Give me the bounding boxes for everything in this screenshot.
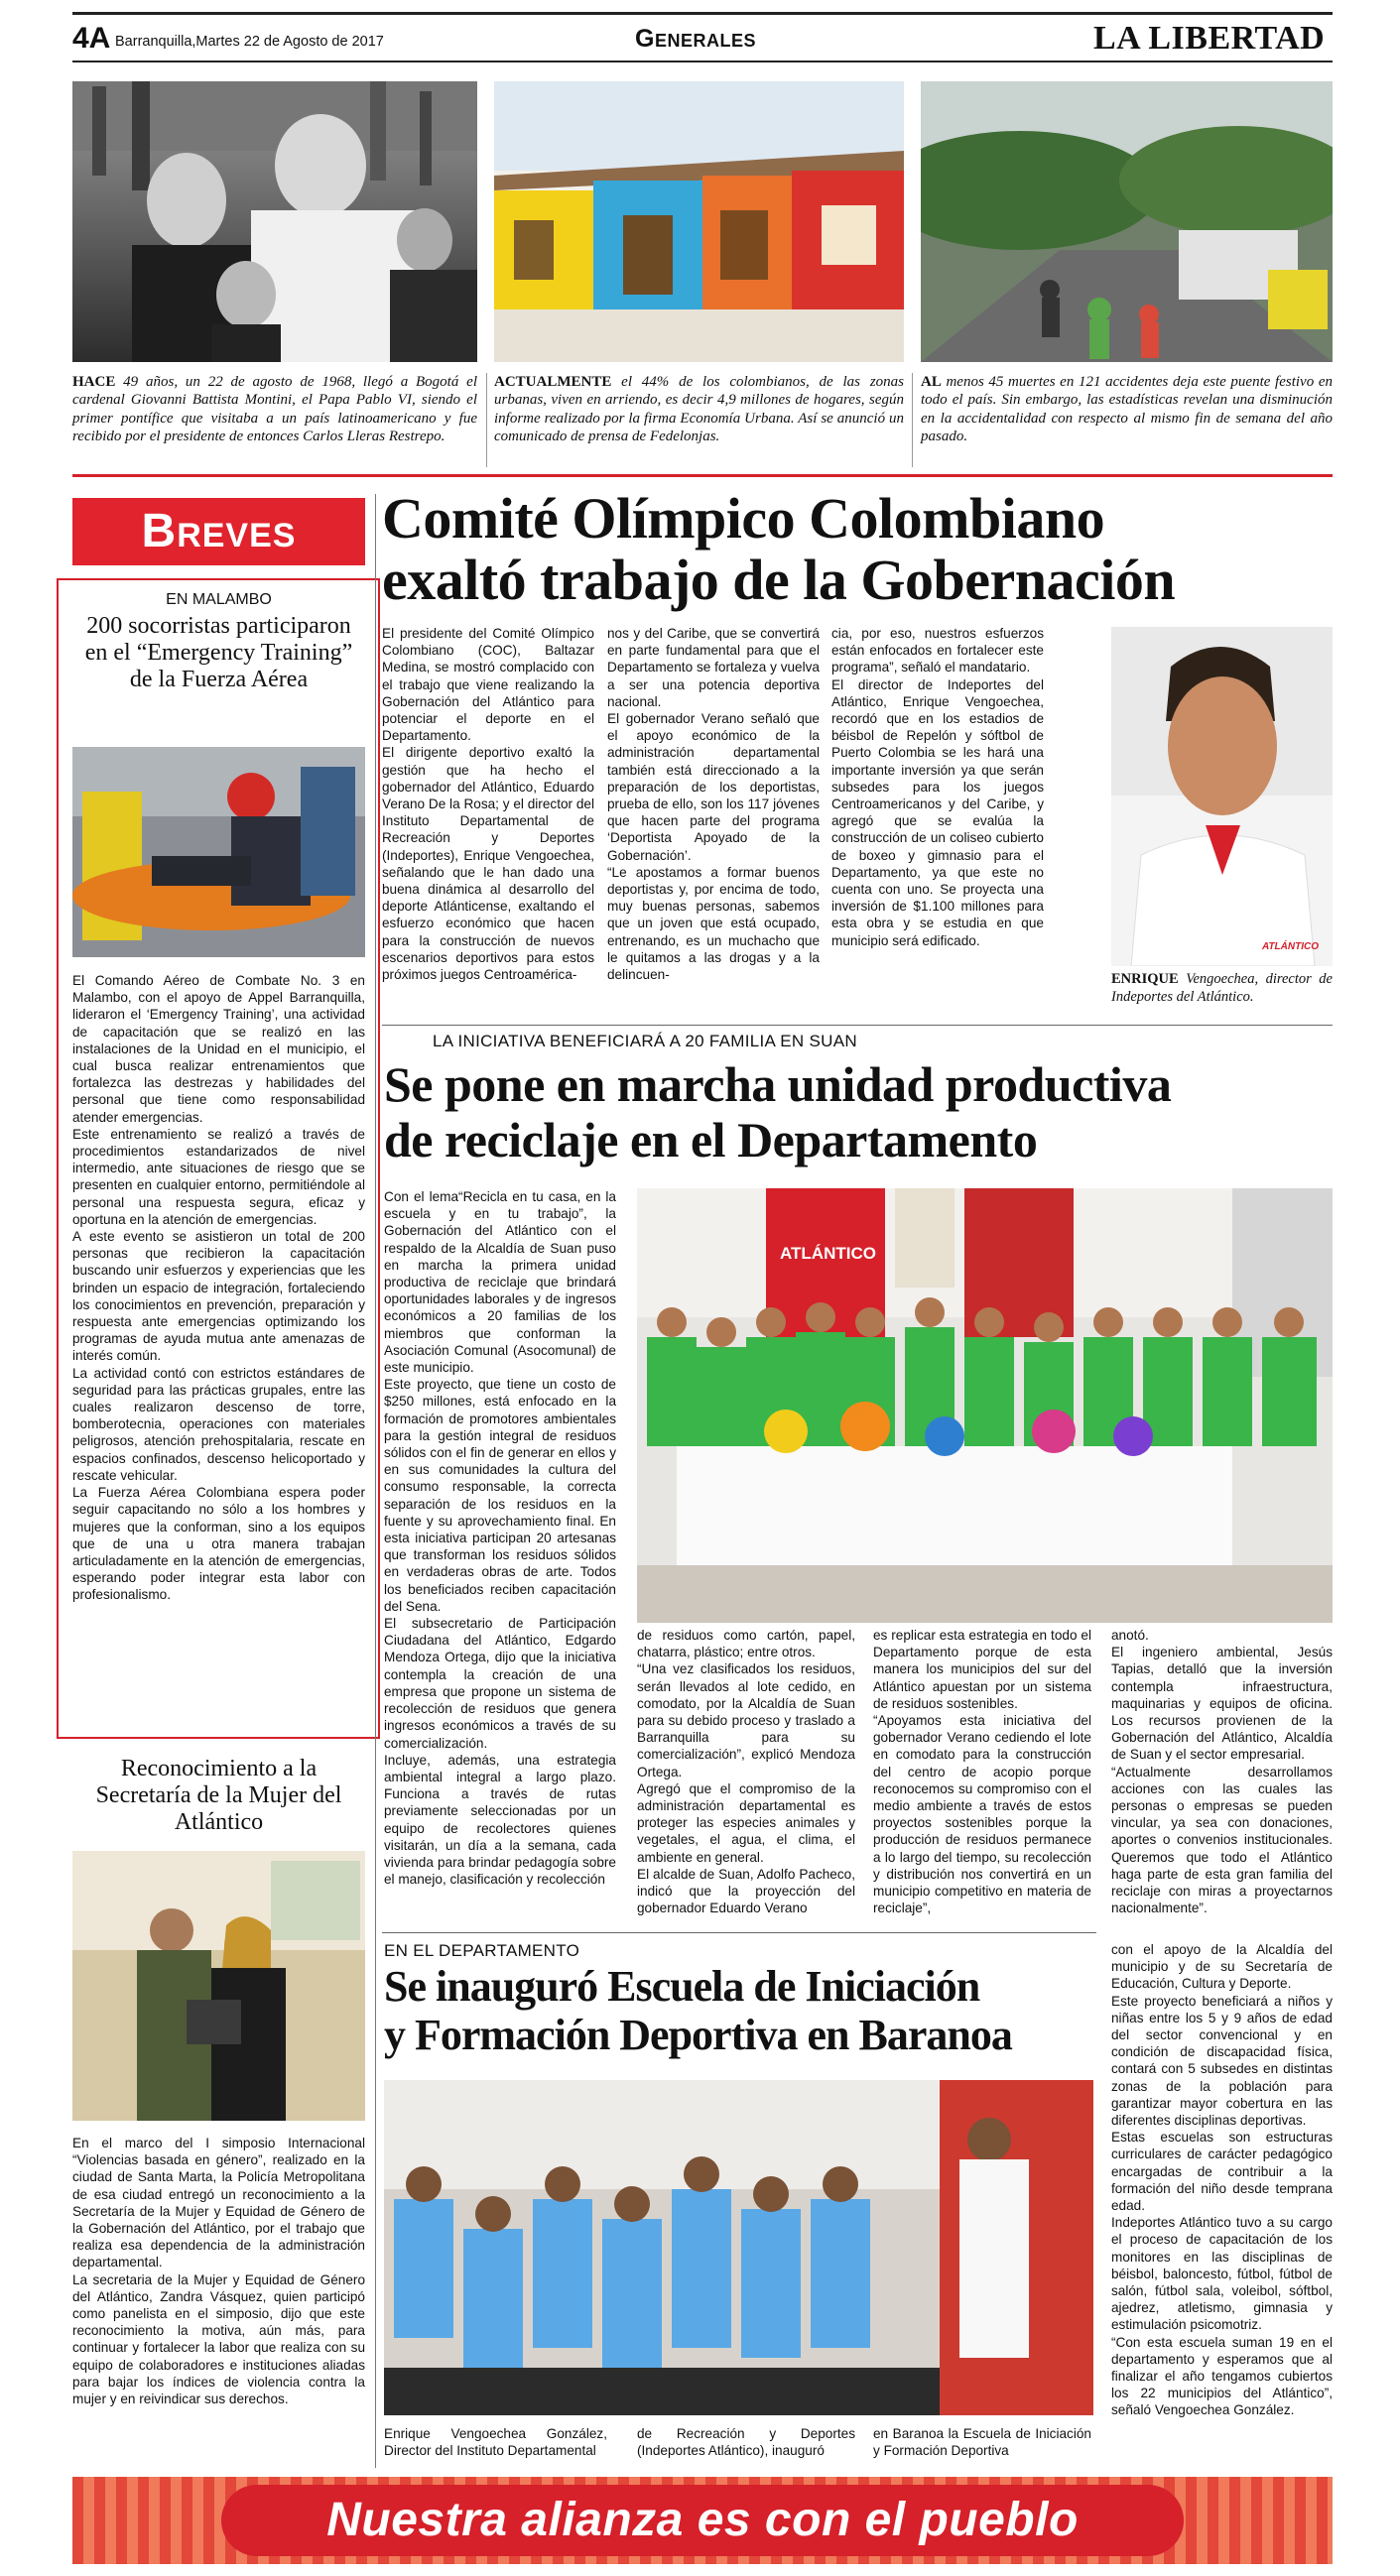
photo-colorful-houses <box>494 81 904 362</box>
photo-enrique-vengoechea <box>1111 627 1333 966</box>
column-divider <box>375 494 376 2468</box>
photo-pope-visit <box>72 81 477 362</box>
caption-divider <box>486 373 487 467</box>
brief-title: Reconocimiento a la Secretaría de la Mujer del Atlántico <box>95 1756 342 1835</box>
story2-col1: Con el lema“Recicla en tu casa, en la escuela y en tu trabajo”, la Gobernación del Atlántico con el respaldo de la Alcaldía de Suan puso en marcha la primera unidad productiva de reciclaje que brindará oportunidades laborales y de ingresos económicos a 20 familias de los miembros que conforman la Asociación Comunal (Asocomunal) de este municipio. Este proyecto, que tiene un costo de $250 millones, está enfocado en la formación de promotores ambientales para la gestión integral de residuos sólidos con el fin de generar en ellos y en sus comunidades la cultura del consumo responsable, la correcta separación de los residuos en la fuente y su aprovechamiento final. En esta iniciativa participan 20 artesanas que transforman los residuos sólidos en verdaderas obras de arte. Todos los beneficiados reciben capacitación del Sena. El subsecretario de Participación Ciudadana del Atlántico, Edgardo Mendoza Ortega, dijo que la iniciativa contempla la creación de una empresa que propone un sistema de recolección de residuos que genera ingresos económicos a través de su comercialización. Incluye, además, una estrategia ambiental integral a largo plazo. Funciona a través de rutas previamente seleccionadas por un equipo de recolectores quienes visitarán, un día a la semana, cada vivienda para brindar pedagogía sobre el manejo, clasificación y recolección <box>384 1189 616 1888</box>
brief-body: El Comando Aéreo de Combate No. 3 en Malambo, con el apoyo de Appel Barranquilla, lideraron el ‘Emergency Training’, una actividad de capacitación que se realizó en las instalaciones de la Unidad en el municipio, el cual busca realizar entrenamientos que fortalezca las destrezas y habilidades del personal que tiene como responsabilidad atender emergencias. Este entrenamiento se realizó a través de procedimientos estandarizados de nivel intermedio, ante situaciones de riesgo que se presenten en cualquier entorno, permitiéndole al personal una respuesta segura, eficaz y oportuna en la atención de emergencias. A este evento se asistieron un total de 200 personas que recibieron la capacitación buscando unir esfuerzos y experiencias que les brinden un espacio de integración, fortaleciendo los conocimientos en prevención, preparación y respuesta ante emergencias optimizando los programas de ayuda mutua ante amenazas de interés común. La actividad contó con estrictos estándares de seguridad para las prácticas grupales, entre las cuales realizaron descenso de torre, bomberotecnia, operaciones con materiales peligrosos, atención prehospitalaria, rescate en espacios confinados, descenso helicoportado y rescate vehicular. La Fuerza Aérea Colombiana espera poder seguir capacitando no sólo a los hombres y mujeres que la conforman, sino a los equipos que de una u otra manera trabajan articuladamente en la atención de emergencias, esperando poder integrar esta labor con profesionalismo. <box>72 973 365 1603</box>
story-divider <box>382 1932 1096 1933</box>
masthead-top-rule <box>72 12 1333 15</box>
story2-col2: de residuos como cartón, papel, chatarra, plástico; entre otros. “Una vez clasificados los residuos, serán llevados al lote cedido, en comodato, por la Alcaldía de Suan para su debido proceso y traslado a Barranquilla para su comercialización”, explicó Mendoza Ortega. Agregó que el compromiso de la administración departamental es proteger las especies animales y vegetales, el agua, el clima, el ambiente en general. El alcalde de Suan, Adolfo Pacheco, indicó que la proyección del gobernador Eduardo Verano <box>637 1628 855 1916</box>
section-name: Generales <box>635 25 756 53</box>
masthead-bottom-rule <box>72 61 1333 62</box>
brief-title: 200 socorristas participaron en el “Emergency Training” de la Fuerza Aérea <box>84 613 353 692</box>
dateline: Barranquilla,Martes 22 de Agosto de 2017 <box>115 34 384 50</box>
caption-divider <box>912 373 913 467</box>
newspaper-name: LA LIBERTAD <box>1093 20 1326 57</box>
story3-bottom-col3: en Baranoa la Escuela de Iniciación y Formación Deportiva <box>873 2426 1091 2459</box>
story-divider <box>382 1025 1333 1026</box>
photo-recycling-group <box>637 1188 1333 1623</box>
footer-banner <box>72 2477 1333 2564</box>
section-divider-red <box>72 474 1333 477</box>
footer-slogan: Nuestra alianza es con el pueblo <box>221 2485 1184 2556</box>
story1-col3: cia, por eso, nuestros esfuerzos están enfocados en fortalecer este programa”, señaló el mandatario. El director de Indeportes del Atlántico, Enrique Vengoechea, recordó que en los estadios de béisbol de Repelón y sóftbol de Puerto Colombia se les hará una importante inversión ya que serán subsedes para los juegos Centroamericanos y del Caribe, y agregó que se evalúa la construcción de un coliseo cubierto de boxeo y gimnasio para el Departamento, ya que este no cuenta con uno. Se proyecta una inversión de $1.100 millones para esta obra y se estudia en que municipio será edificado. <box>831 626 1044 948</box>
brief-kicker: EN MALAMBO <box>166 591 272 608</box>
brief-body: En el marco del I simposio Internacional “Violencias basada en género”, realizado en la ciudad de Santa Marta, la Policía Metropolitana de esa ciudad entregó un reconocimiento a la Secretaría de la Mujer y Equidad de Género de la Gobernación del Atlántico, por el trabajo que realiza esa dependencia de la administración departamental. La secretaria de la Mujer y Equidad de Género del Atlántico, Zandra Vásquez, quien participó como panelista en el simposio, dijo que este reconocimiento la motiva, aún más, para continuar y fortalecer la labor que realiza con su equipo de colaboradores e instituciones aliadas para bajar los índices de violencia contra la mujer y en reivindicar sus derechos. <box>72 2136 365 2407</box>
photo-award-ceremony <box>72 1851 365 2121</box>
breves-label: Breves <box>72 498 365 565</box>
photo-road-accident <box>921 81 1333 362</box>
story3-right-col: con el apoyo de la Alcaldía del municipio y de su Secretaría de Educación, Cultura y Deporte. Este proyecto beneficiará a niños y niñas entre los 5 y 9 años de edad del sector convencional y en condición de discapacidad física, contará con 5 subsedes en distintas zonas de la población para garantizar mayor cobertura en las diferentes disciplinas deportivas. Estas escuelas son estructuras curriculares de carácter pedagógico encargadas de contribuir a la formación del niño desde temprana edad. Indeportes Atlántico tuvo a su cargo el proceso de capacitación de los monitores en las disciplinas de béisbol, baloncesto, fútbol, fútbol de salón, fútbol sala, voleibol, sóftbol, ajedrez, atletismo, gimnasia y estimulación psicomotriz. “Con esta escuela suman 19 en el departamento y esperamos que al finalizar el año tengamos cubiertos los 22 municipios del Atlántico”, señaló Vengoechea González. <box>1111 1942 1333 2418</box>
story1-col1: El presidente del Comité Olímpico Colombiano (COC), Baltazar Medina, se mostró complacido con el trabajo que viene realizando la Gobernación del Atlántico para potenciar el deporte en el Departamento. El dirigente deportivo exaltó la gestión que ha hecho el gobernador del Atlántico, Eduardo Verano De la Rosa; y el director del Instituto Departamental de Recreación y Deportes (Indeportes), Enrique Vengoechea, señalando que le han dado una buena dinámica al desarrollo del deporte Atlánticense, exaltando el esfuerzo económico que hacen para la construcción de nuevos escenarios deportivos para estos próximos juegos Centroamérica- <box>382 626 594 983</box>
photo-sports-school <box>384 2080 1093 2415</box>
story3-headline: Se inauguró Escuela de Iniciación y Formación Deportiva en Baranoa <box>384 1962 1012 2059</box>
atlantico-sign: ATLÁNTICO <box>780 1244 876 1263</box>
caption-housing: ACTUALMENTE el 44% de los colombianos, de las zonas urbanas, viven en arriendo, es decir 4,9 millones de hogares, según informe realizado por la firma Economía Urbana. Así se anunció un comunicado de prensa de Fedelonjas. <box>494 374 904 445</box>
photo-emergency-training <box>72 747 365 957</box>
atlantico-logo: ATLÁNTICO <box>1261 941 1319 952</box>
caption-pope: HACE 49 años, un 22 de agosto de 1968, llegó a Bogotá el cardenal Giovanni Battista Montini, el Papa Pablo VI, siendo el primer pontífice que visitaba a un país latinoamericano y fue recibido por el presidente de entonces Carlos Lleras Restrepo. <box>72 374 477 445</box>
story2-col4: anotó. El ingeniero ambiental, Jesús Tapias, detalló que la inversión contempla infraestructura, maquinarias y equipos de oficina. Los recursos provienen de la Gobernación del Atlántico, Alcaldía de Suan y el sector empresarial. “Actualmente desarrollamos acciones con las cuales las personas o empresas se pueden vincular, ya sea con donaciones, aportes o convenios institucionales. Queremos que todo el Atlántico haga parte de esta gran familia del reciclaje con miras a proyectarnos nacionalmente”. <box>1111 1628 1333 1916</box>
story3-bottom-col2: de Recreación y Deportes (Indeportes Atlántico), inauguró <box>637 2426 855 2459</box>
story2-col3: es replicar esta estrategia en todo el Departamento porque de esta manera los municipios del sur del Atlántico apuestan por un sistema de residuos sostenibles. “Apoyamos esta iniciativa del gobernador Verano cediendo el lote en comodato para la construcción del centro de acopio porque reconocemos su compromiso con el medio ambiente a través de estos proyectos sostenibles porque la producción de residuos permanece a lo largo del tiempo, su recolección y distribución nos convertirá en un municipio competitivo en materia de reciclaje”, <box>873 1628 1091 1916</box>
story2-headline: Se pone en marcha unidad productiva de reciclaje en el Departamento <box>384 1056 1172 1167</box>
story3-kicker: EN EL DEPARTAMENTO <box>384 1941 580 1960</box>
page-number: 4A <box>72 22 111 55</box>
caption-accidents: AL menos 45 muertes en 121 accidentes deja este puente festivo en todo el país. Sin embargo, las estadísticas revelan una disminución en la accidentalidad con respecto al mismo fin de semana del año pasado. <box>921 374 1333 445</box>
story1-photo-caption: ENRIQUE Vengoechea, director de Indeportes del Atlántico. <box>1111 971 1333 1006</box>
story2-kicker: LA INICIATIVA BENEFICIARÁ A 20 FAMILIA EN SUAN <box>433 1032 857 1050</box>
story1-headline: Comité Olímpico Colombiano exaltó trabajo de la Gobernación <box>382 486 1176 612</box>
story3-bottom-col1: Enrique Vengoechea González, Director del Instituto Departamental <box>384 2426 607 2459</box>
story1-col2: nos y del Caribe, que se convertirá en parte fundamental para que el Departamento se fortaleza y vuelva a ser una potencia deportiva nacional. El gobernador Verano señaló que el apoyo económico de la administración departamental también está direccionado a la preparación de los deportistas, prueba de ello, son los 117 jóvenes que hacen parte del programa ‘Deportista Apoyado de la Gobernación’. “Le apostamos a formar buenos deportistas y, por encima de todo, muy buenas personas, sabemos que un joven que está ocupado, entrenando, es un muchacho que le quitamos a las drogas y a la delincuen- <box>607 626 820 983</box>
